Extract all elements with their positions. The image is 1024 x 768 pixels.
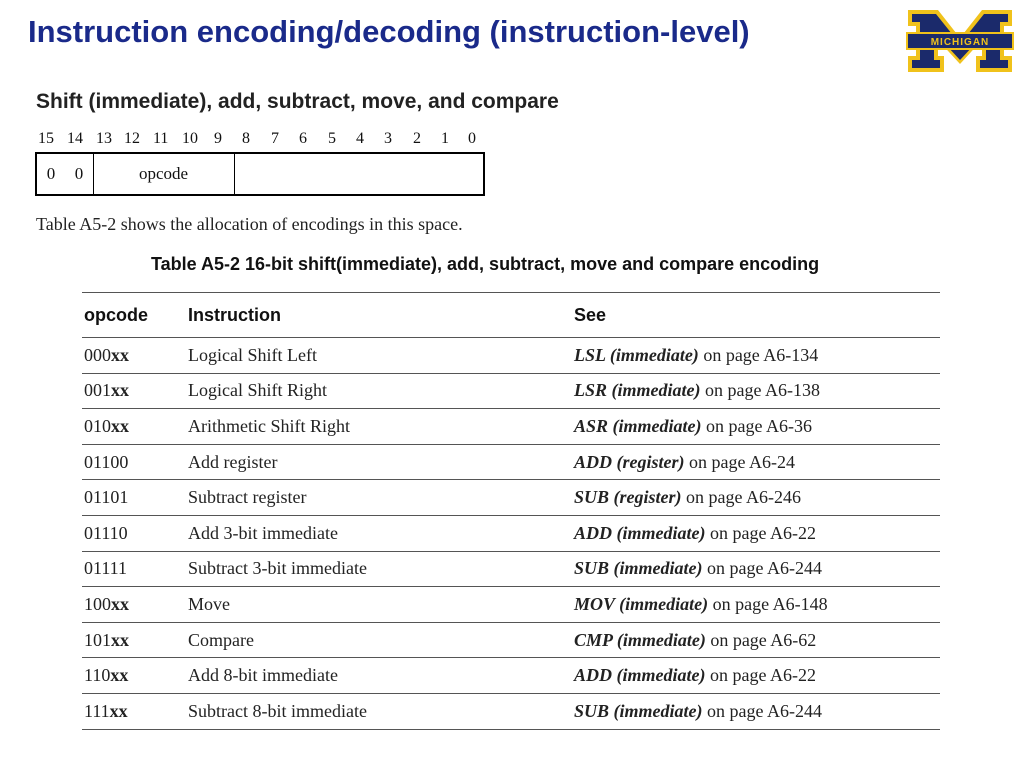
instruction-cell: Logical Shift Left <box>186 338 572 374</box>
see-ref: SUB (immediate) <box>574 700 703 721</box>
bit-number: 0 <box>468 130 476 147</box>
table-row <box>82 658 940 694</box>
see-ref: SUB (immediate) <box>574 558 703 579</box>
bit-number: 2 <box>413 130 421 147</box>
encoding-diagram <box>35 152 485 196</box>
see-cell <box>572 622 940 658</box>
column-header-opcode: opcode <box>82 293 186 338</box>
opcode-prefix: 01111 <box>84 558 127 579</box>
see-ref: LSL (immediate) <box>574 344 699 365</box>
opcode-suffix: xx <box>111 593 129 614</box>
table-row <box>82 444 940 480</box>
instruction-cell: Add register <box>186 444 572 480</box>
opcode-prefix: 01110 <box>84 522 128 543</box>
opcode-prefix: 01100 <box>84 451 129 472</box>
instruction-cell: Subtract register <box>186 480 572 516</box>
bit-number: 4 <box>356 130 364 147</box>
instruction-cell: Subtract 3-bit immediate <box>186 551 572 587</box>
bit-number: 12 <box>124 130 140 147</box>
section-heading: Shift (immediate), add, subtract, move, and compare <box>36 90 559 113</box>
see-ref: SUB (register) <box>574 487 682 508</box>
instruction-cell: Arithmetic Shift Right <box>186 409 572 445</box>
see-ref: CMP (immediate) <box>574 629 706 650</box>
opcode-cell <box>82 587 186 623</box>
opcode-prefix: 010 <box>84 415 111 436</box>
opcode-prefix: 001 <box>84 380 111 401</box>
opcode-field: opcode <box>138 164 189 183</box>
see-cell <box>572 480 940 516</box>
bit-number: 5 <box>328 130 336 147</box>
bit14-field: 0 <box>74 164 84 183</box>
see-page: on page A6-244 <box>702 558 822 579</box>
see-cell <box>572 587 940 623</box>
bit-number: 14 <box>67 130 83 147</box>
table-row <box>82 693 940 729</box>
see-page: on page A6-246 <box>681 487 801 508</box>
logo-text: MICHIGAN <box>930 37 990 48</box>
see-cell <box>572 338 940 374</box>
table-row <box>82 587 940 623</box>
bit-number-row <box>36 130 488 150</box>
see-cell <box>572 409 940 445</box>
table-row <box>82 480 940 516</box>
rest-field <box>234 154 483 194</box>
encoding-table <box>82 292 940 730</box>
opcode-prefix: 100 <box>84 593 111 614</box>
opcode-cell <box>82 515 186 551</box>
opcode-cell <box>82 409 186 445</box>
opcode-prefix: 110 <box>84 665 111 686</box>
bit-number: 1 <box>441 130 449 147</box>
see-page: on page A6-22 <box>705 522 816 543</box>
see-cell <box>572 444 940 480</box>
table-header-row <box>82 293 940 338</box>
bit-number: 9 <box>214 130 222 147</box>
opcode-cell <box>82 444 186 480</box>
opcode-prefix: 000 <box>84 344 111 365</box>
bit-number: 15 <box>38 130 54 147</box>
opcode-suffix: xx <box>111 415 129 436</box>
opcode-suffix: xx <box>109 700 128 721</box>
instruction-cell: Subtract 8-bit immediate <box>186 693 572 729</box>
see-cell <box>572 551 940 587</box>
table-row <box>82 409 940 445</box>
see-ref: ADD (immediate) <box>574 522 706 543</box>
see-page: on page A6-138 <box>700 380 820 401</box>
see-ref: ADD (register) <box>574 451 685 472</box>
table-row <box>82 622 940 658</box>
opcode-cell <box>82 658 186 694</box>
table-row <box>82 338 940 374</box>
see-cell <box>572 515 940 551</box>
table-row <box>82 551 940 587</box>
bit-number: 6 <box>299 130 307 147</box>
see-page: on page A6-134 <box>698 344 819 365</box>
opcode-cell <box>82 551 186 587</box>
table-row <box>82 373 940 409</box>
opcode-cell <box>82 480 186 516</box>
see-page: on page A6-36 <box>701 415 812 436</box>
opcode-prefix: 01101 <box>84 487 129 508</box>
opcode-suffix: xx <box>110 665 129 686</box>
bit-number: 11 <box>153 130 169 147</box>
opcode-cell <box>82 622 186 658</box>
opcode-suffix: xx <box>111 380 129 401</box>
bit15-field: 0 <box>46 164 56 183</box>
see-page: on page A6-22 <box>705 665 816 686</box>
see-cell <box>572 693 940 729</box>
see-ref: MOV (immediate) <box>574 593 709 614</box>
see-ref: LSR (immediate) <box>574 380 701 401</box>
see-cell <box>572 373 940 409</box>
bit-number: 3 <box>384 130 392 147</box>
table-caption: Table A5-2 16-bit shift(immediate), add, subtract, move and compare encoding <box>151 254 820 274</box>
description-text: Table A5-2 shows the allocation of encodings in this space. <box>36 214 463 234</box>
opcode-suffix: xx <box>111 344 129 365</box>
see-page: on page A6-24 <box>684 451 795 472</box>
opcode-cell <box>82 338 186 374</box>
see-cell <box>572 658 940 694</box>
slide-title: Instruction encoding/decoding (instruction-level) <box>28 14 750 49</box>
column-header-instruction: Instruction <box>186 293 572 338</box>
opcode-suffix: xx <box>111 629 129 650</box>
opcode-cell <box>82 693 186 729</box>
bit-number: 8 <box>242 130 250 147</box>
instruction-cell: Move <box>186 587 572 623</box>
see-ref: ADD (immediate) <box>574 665 706 686</box>
michigan-logo <box>906 8 1014 74</box>
instruction-cell: Compare <box>186 622 572 658</box>
see-page: on page A6-148 <box>708 593 828 614</box>
instruction-cell: Logical Shift Right <box>186 373 572 409</box>
instruction-cell: Add 8-bit immediate <box>186 658 572 694</box>
see-page: on page A6-62 <box>705 629 817 650</box>
opcode-prefix: 101 <box>84 629 111 650</box>
bit-number: 7 <box>271 130 279 147</box>
column-header-see: See <box>572 293 940 338</box>
bit-number: 10 <box>182 130 198 147</box>
instruction-cell: Add 3-bit immediate <box>186 515 572 551</box>
opcode-cell <box>82 373 186 409</box>
bit-number: 13 <box>96 130 112 147</box>
table-row <box>82 515 940 551</box>
see-ref: ASR (immediate) <box>574 415 702 436</box>
opcode-prefix: 111 <box>84 700 110 721</box>
see-page: on page A6-244 <box>702 700 822 721</box>
